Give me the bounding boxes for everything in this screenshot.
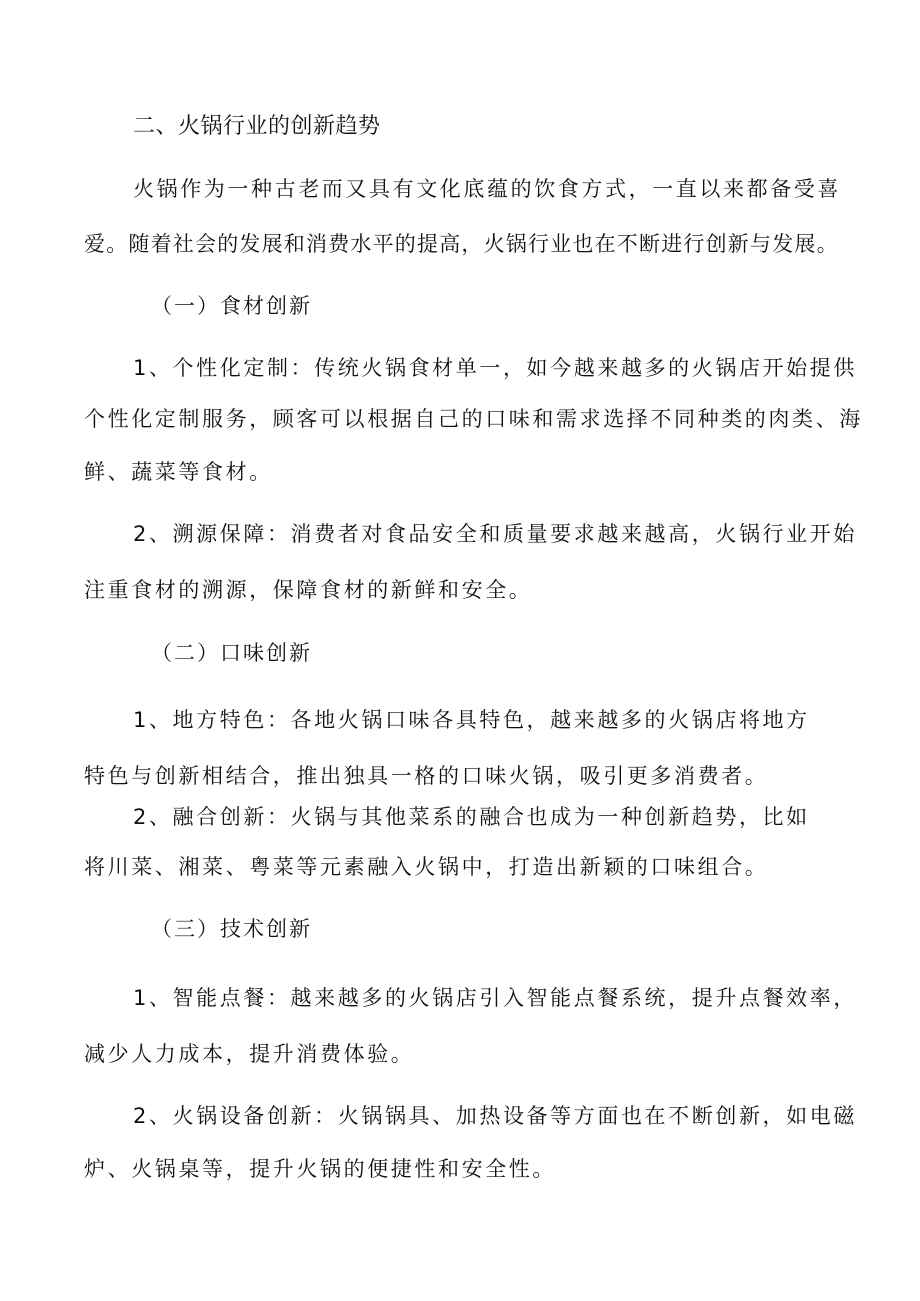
paragraph-line: 减少人力成本，提升消费体验。 [84, 1042, 415, 1066]
paragraph-line: 1、个性化定制：传统火锅食材单一，如今越来越多的火锅店开始提供 [133, 356, 857, 380]
paragraph-line: 个性化定制服务，顾客可以根据自己的口味和需求选择不同种类的肉类、海 [84, 407, 863, 431]
intro-line: 火锅作为一种古老而又具有文化底蕴的饮食方式，一直以来都备受喜 [133, 177, 841, 201]
paragraph-line: 将川菜、湘菜、粤菜等元素融入火锅中，打造出新颖的口味组合。 [84, 855, 769, 879]
subsection-title: （二）口味创新 [151, 641, 312, 665]
paragraph-line: 2、火锅设备创新：火锅锅具、加热设备等方面也在不断创新，如电磁 [133, 1104, 857, 1128]
paragraph-line: 特色与创新相结合，推出独具一格的口味火锅，吸引更多消费者。 [84, 764, 769, 788]
paragraph-line: 1、地方特色：各地火锅口味各具特色，越来越多的火锅店将地方 [133, 708, 810, 732]
paragraph-line: 1、智能点餐：越来越多的火锅店引入智能点餐系统，提升点餐效率， [133, 986, 857, 1010]
section-heading: 二、火锅行业的创新趋势 [133, 114, 381, 139]
intro-line: 爱。随着社会的发展和消费水平的提高，火锅行业也在不断进行创新与发展。 [84, 232, 839, 256]
paragraph-line: 注重食材的溯源，保障食材的新鲜和安全。 [84, 578, 533, 602]
paragraph-line: 鲜、蔬菜等食材。 [84, 460, 273, 484]
subsection-title: （三）技术创新 [151, 917, 312, 941]
paragraph-line: 炉、火锅桌等，提升火锅的便捷性和安全性。 [84, 1157, 556, 1181]
paragraph-line: 2、溯源保障：消费者对食品安全和质量要求越来越高，火锅行业开始 [133, 522, 857, 546]
subsection-title: （一）食材创新 [151, 294, 312, 318]
paragraph-line: 2、融合创新：火锅与其他菜系的融合也成为一种创新趋势，比如 [133, 805, 810, 829]
